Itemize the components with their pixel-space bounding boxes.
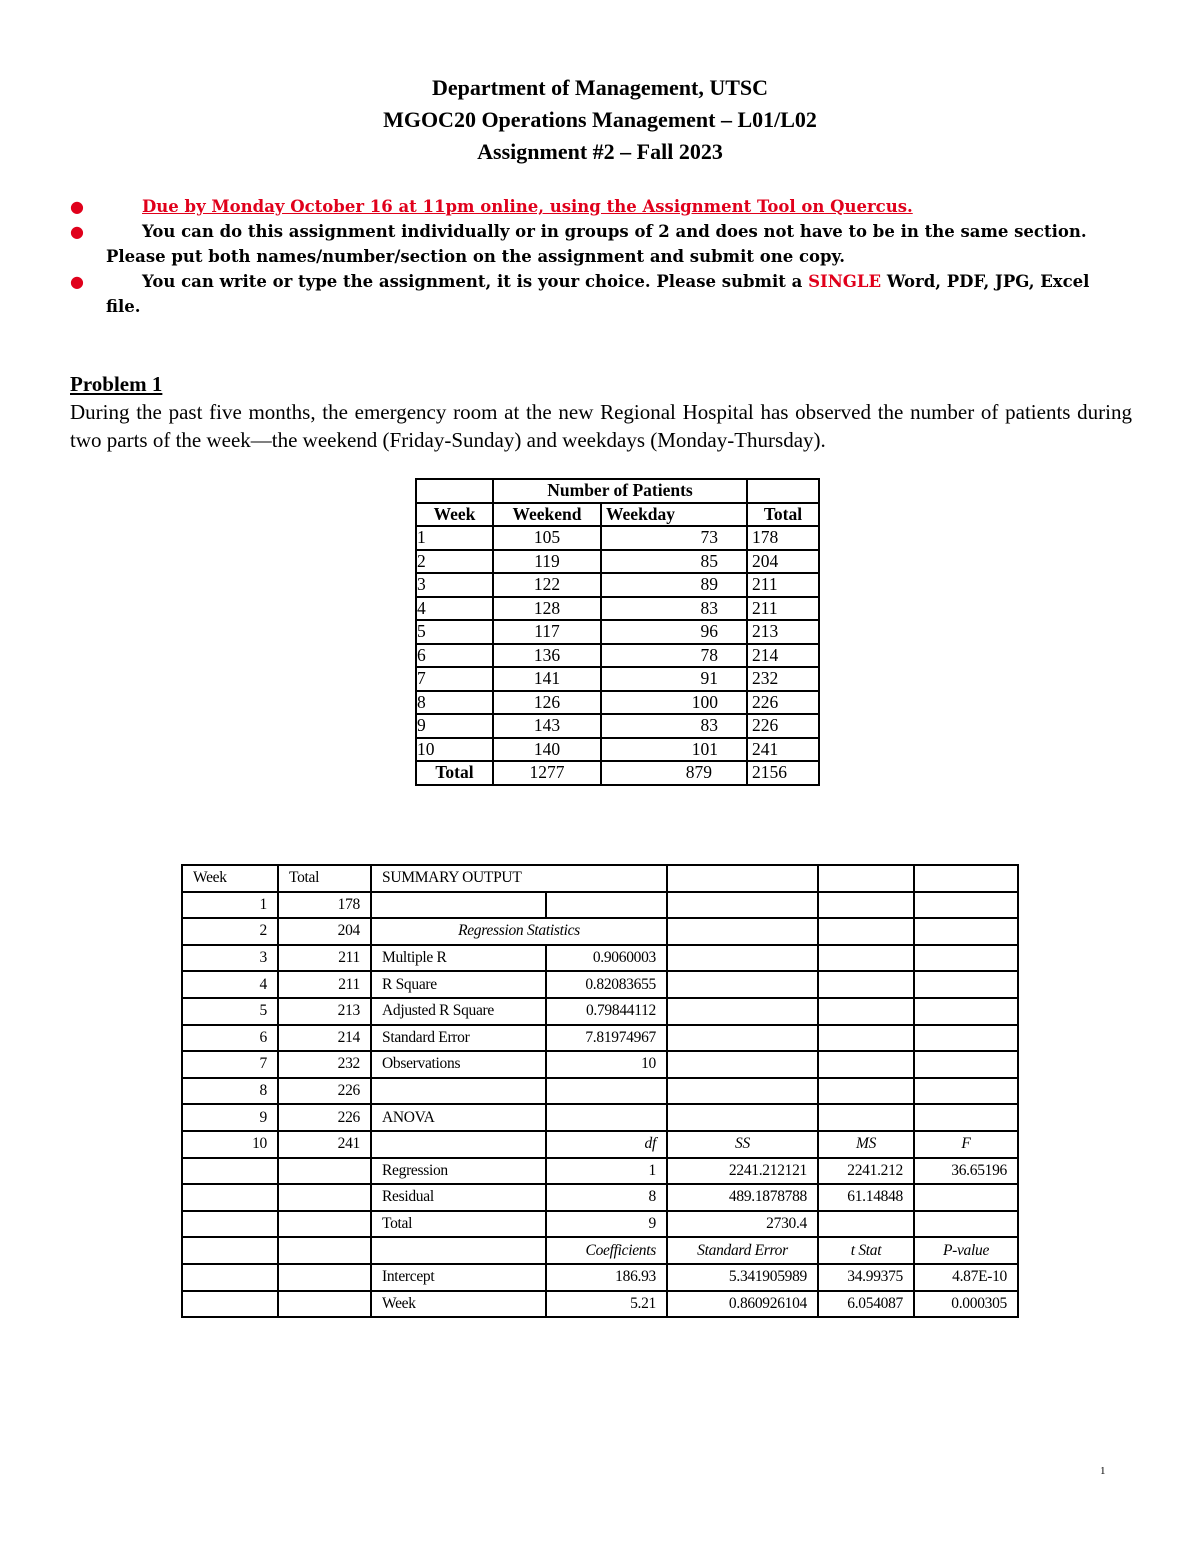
table-row (416, 644, 819, 668)
table-row (182, 1264, 1018, 1291)
page-number: 1 (1100, 1465, 1106, 1477)
header-department: Department of Management, UTSC (431, 75, 769, 100)
empty-cell (667, 865, 818, 892)
week-cell: 10 (182, 1131, 278, 1158)
stat-value: 0.79844112 (546, 998, 667, 1025)
total-cell: 211 (278, 945, 371, 972)
document-header (0, 72, 1200, 168)
week-cell: 4 (416, 597, 493, 621)
patients-group-header-row (416, 479, 819, 503)
format-text-cont: file. (106, 297, 141, 316)
problem-text: During the past five months, the emergency room at the new Regional Hospital has observed the number of patients during two parts of the week—the weekend (Friday-Sunday) and weekdays (Monday-Thursday). (70, 400, 1132, 452)
total-cell: 204 (278, 918, 371, 945)
total-cell: 232 (278, 1051, 371, 1078)
total-cell: 241 (278, 1131, 371, 1158)
table-row (416, 573, 819, 597)
weekday-cell: 89 (601, 573, 747, 597)
table-row (182, 1025, 1018, 1052)
weekday-cell: 101 (601, 738, 747, 762)
total-cell: 241 (747, 738, 819, 762)
format-text-single: SINGLE (808, 272, 882, 291)
anova-ss-header: SS (667, 1131, 818, 1158)
empty-cell (818, 865, 914, 892)
format-text-post: Word, PDF, JPG, Excel (881, 272, 1090, 291)
header-course: MGOC20 Operations Management – L01/L02 (383, 107, 817, 132)
table-row (182, 1078, 1018, 1105)
total-cell: 178 (278, 892, 371, 919)
empty-cell (667, 892, 818, 919)
week-cell: 6 (182, 1025, 278, 1052)
empty-cell (667, 971, 818, 998)
total-cell: 226 (278, 1078, 371, 1105)
col-total: Total (278, 865, 371, 892)
empty-cell (278, 1291, 371, 1318)
anova-ms: 2241.212 (818, 1158, 914, 1185)
se-value: 0.860926104 (667, 1291, 818, 1318)
patients-table (415, 478, 820, 786)
empty-cell (818, 1078, 914, 1105)
empty-cell (371, 1237, 546, 1264)
stat-value: 7.81974967 (546, 1025, 667, 1052)
weekday-cell: 96 (601, 620, 747, 644)
problem-title: Problem 1 (70, 372, 163, 396)
header-assignment: Assignment #2 – Fall 2023 (477, 139, 723, 164)
weekday-cell: 73 (601, 526, 747, 550)
p-header: P-value (914, 1237, 1018, 1264)
se-header: Standard Error (667, 1237, 818, 1264)
empty-cell (667, 1078, 818, 1105)
total-cell: 204 (747, 550, 819, 574)
table-row (416, 597, 819, 621)
total-cell: 211 (747, 573, 819, 597)
weekday-cell: 85 (601, 550, 747, 574)
week-cell: 6 (416, 644, 493, 668)
format-text-pre: You can write or type the assignment, it is your choice. Please submit a (142, 272, 809, 291)
table-row (182, 1291, 1018, 1318)
anova-df: 9 (546, 1211, 667, 1238)
col-week: Week (416, 503, 493, 527)
table-row (416, 620, 819, 644)
week-cell: 7 (416, 667, 493, 691)
empty-cell (914, 892, 1018, 919)
week-cell: 8 (182, 1078, 278, 1105)
table-row (182, 1184, 1018, 1211)
stat-label: R Square (371, 971, 546, 998)
anova-f (914, 1211, 1018, 1238)
empty-cell (667, 998, 818, 1025)
anova-ss: 489.1878788 (667, 1184, 818, 1211)
summary-output: SUMMARY OUTPUT (371, 865, 667, 892)
regression-statistics: Regression Statistics (371, 918, 667, 945)
groups-text-cont: Please put both names/number/section on the assignment and submit one copy. (106, 247, 845, 266)
week-cell: 4 (182, 971, 278, 998)
empty-cell (182, 1211, 278, 1238)
weekend-cell: 117 (493, 620, 601, 644)
anova-df: 1 (546, 1158, 667, 1185)
instruction-due-date (70, 194, 1130, 219)
se-value: 5.341905989 (667, 1264, 818, 1291)
anova-ms-header: MS (818, 1131, 914, 1158)
weekend-cell: 105 (493, 526, 601, 550)
weekday-cell: 83 (601, 597, 747, 621)
coef-value: 186.93 (546, 1264, 667, 1291)
empty-cell (667, 918, 818, 945)
bullet-icon: ● (70, 272, 84, 291)
total-cell: 211 (278, 971, 371, 998)
due-date-text: Due by Monday October 16 at 11pm online, using the Assignment Tool on Quercus. (142, 197, 913, 216)
instruction-groups (70, 219, 1130, 244)
table-row (416, 691, 819, 715)
total-cell: 213 (278, 998, 371, 1025)
anova-f (914, 1184, 1018, 1211)
total-cell: 214 (747, 644, 819, 668)
table-row (416, 550, 819, 574)
instruction-format-cont (70, 294, 1130, 319)
weekend-cell: 128 (493, 597, 601, 621)
table-row (182, 1104, 1018, 1131)
t-value: 6.054087 (818, 1291, 914, 1318)
anova-ss: 2730.4 (667, 1211, 818, 1238)
stat-label: Standard Error (371, 1025, 546, 1052)
empty-cell (818, 945, 914, 972)
weekend-cell: 141 (493, 667, 601, 691)
total-cell: 211 (747, 597, 819, 621)
empty-cell (182, 1158, 278, 1185)
col-weekend: Weekend (493, 503, 601, 527)
week-cell: 10 (416, 738, 493, 762)
total-cell: 226 (747, 714, 819, 738)
week-cell: 9 (416, 714, 493, 738)
stat-label: Observations (371, 1051, 546, 1078)
coef-label: Week (371, 1291, 546, 1318)
empty-cell (278, 1237, 371, 1264)
bullet-icon: ● (70, 222, 84, 241)
empty-cell (914, 971, 1018, 998)
total-cell: 213 (747, 620, 819, 644)
empty-cell (914, 1104, 1018, 1131)
regression-table (181, 864, 1019, 1318)
empty-cell (278, 1184, 371, 1211)
table-row (182, 892, 1018, 919)
empty-cell (546, 1104, 667, 1131)
weekend-cell: 140 (493, 738, 601, 762)
stat-value: 0.82083655 (546, 971, 667, 998)
empty-cell (914, 945, 1018, 972)
anova-ms: 61.14848 (818, 1184, 914, 1211)
table-row (416, 526, 819, 550)
weekend-cell: 119 (493, 550, 601, 574)
empty-cell (818, 971, 914, 998)
weekend-cell: 122 (493, 573, 601, 597)
table-row (182, 1211, 1018, 1238)
weekday-cell: 91 (601, 667, 747, 691)
week-cell: 8 (416, 691, 493, 715)
empty-cell (818, 1051, 914, 1078)
table-row (182, 918, 1018, 945)
table-row (416, 738, 819, 762)
empty-cell (667, 945, 818, 972)
total-cell: 214 (278, 1025, 371, 1052)
empty-cell (182, 1264, 278, 1291)
week-cell: 5 (416, 620, 493, 644)
group-header: Number of Patients (493, 479, 747, 503)
total-cell: 226 (747, 691, 819, 715)
empty-cell (278, 1158, 371, 1185)
total-weekday: 879 (601, 761, 747, 785)
p-value: 0.000305 (914, 1291, 1018, 1318)
week-cell: 7 (182, 1051, 278, 1078)
col-total: Total (747, 503, 819, 527)
patients-total-row (416, 761, 819, 785)
t-value: 34.99375 (818, 1264, 914, 1291)
total-total: 2156 (747, 761, 819, 785)
bullet-icon: ● (70, 197, 84, 216)
table-row (416, 714, 819, 738)
empty-cell (546, 1078, 667, 1105)
empty-cell (818, 998, 914, 1025)
total-cell: 232 (747, 667, 819, 691)
stat-label: Adjusted R Square (371, 998, 546, 1025)
week-cell: 9 (182, 1104, 278, 1131)
anova-label: Total (371, 1211, 546, 1238)
weekday-cell: 78 (601, 644, 747, 668)
table-row (182, 1237, 1018, 1264)
coef-header: Coefficients (546, 1237, 667, 1264)
empty-cell (667, 1025, 818, 1052)
total-cell: 178 (747, 526, 819, 550)
table-row (182, 865, 1018, 892)
anova-f: 36.65196 (914, 1158, 1018, 1185)
week-cell: 3 (416, 573, 493, 597)
weekday-cell: 83 (601, 714, 747, 738)
weekday-cell: 100 (601, 691, 747, 715)
groups-text: You can do this assignment individually or in groups of 2 and does not have to be in the same section. (142, 222, 1087, 241)
col-week: Week (182, 865, 278, 892)
empty-cell (914, 998, 1018, 1025)
table-row (182, 1158, 1018, 1185)
patients-column-header-row (416, 503, 819, 527)
table-row (182, 1131, 1018, 1158)
empty-cell (667, 1104, 818, 1131)
empty-cell (546, 892, 667, 919)
week-cell: 5 (182, 998, 278, 1025)
empty-cell (914, 1025, 1018, 1052)
stat-value: 0.9060003 (546, 945, 667, 972)
total-weekend: 1277 (493, 761, 601, 785)
anova-f-header: F (914, 1131, 1018, 1158)
col-weekday: Weekday (601, 503, 747, 527)
empty-cell (182, 1291, 278, 1318)
total-label: Total (416, 761, 493, 785)
empty-cell (278, 1264, 371, 1291)
empty-cell (914, 1051, 1018, 1078)
empty-cell (278, 1211, 371, 1238)
empty-cell (182, 1237, 278, 1264)
stat-label: Multiple R (371, 945, 546, 972)
table-row (182, 1051, 1018, 1078)
t-header: t Stat (818, 1237, 914, 1264)
p-value: 4.87E-10 (914, 1264, 1018, 1291)
table-row (182, 971, 1018, 998)
anova-label: Regression (371, 1158, 546, 1185)
anova-ms (818, 1211, 914, 1238)
table-row (182, 945, 1018, 972)
empty-cell (914, 918, 1018, 945)
anova-label: Residual (371, 1184, 546, 1211)
weekend-cell: 143 (493, 714, 601, 738)
anova-df: 8 (546, 1184, 667, 1211)
anova-df-header: df (546, 1131, 667, 1158)
week-cell: 1 (182, 892, 278, 919)
coef-value: 5.21 (546, 1291, 667, 1318)
coef-label: Intercept (371, 1264, 546, 1291)
empty-cell (371, 1078, 546, 1105)
weekend-cell: 126 (493, 691, 601, 715)
table-row (182, 998, 1018, 1025)
instruction-groups-cont (70, 244, 1130, 269)
instruction-format (70, 269, 1130, 294)
empty-cell (818, 892, 914, 919)
week-cell: 2 (416, 550, 493, 574)
anova-ss: 2241.212121 (667, 1158, 818, 1185)
empty-cell (914, 865, 1018, 892)
empty-cell (818, 1025, 914, 1052)
instructions-list (70, 194, 1130, 319)
week-cell: 3 (182, 945, 278, 972)
anova-label: ANOVA (371, 1104, 546, 1131)
stat-value: 10 (546, 1051, 667, 1078)
table-row (416, 667, 819, 691)
week-cell: 2 (182, 918, 278, 945)
empty-cell (818, 918, 914, 945)
empty-cell (667, 1051, 818, 1078)
weekend-cell: 136 (493, 644, 601, 668)
empty-cell (182, 1184, 278, 1211)
empty-cell (818, 1104, 914, 1131)
empty-cell (371, 892, 546, 919)
total-cell: 226 (278, 1104, 371, 1131)
empty-cell (371, 1131, 546, 1158)
empty-cell (914, 1078, 1018, 1105)
week-cell: 1 (416, 526, 493, 550)
